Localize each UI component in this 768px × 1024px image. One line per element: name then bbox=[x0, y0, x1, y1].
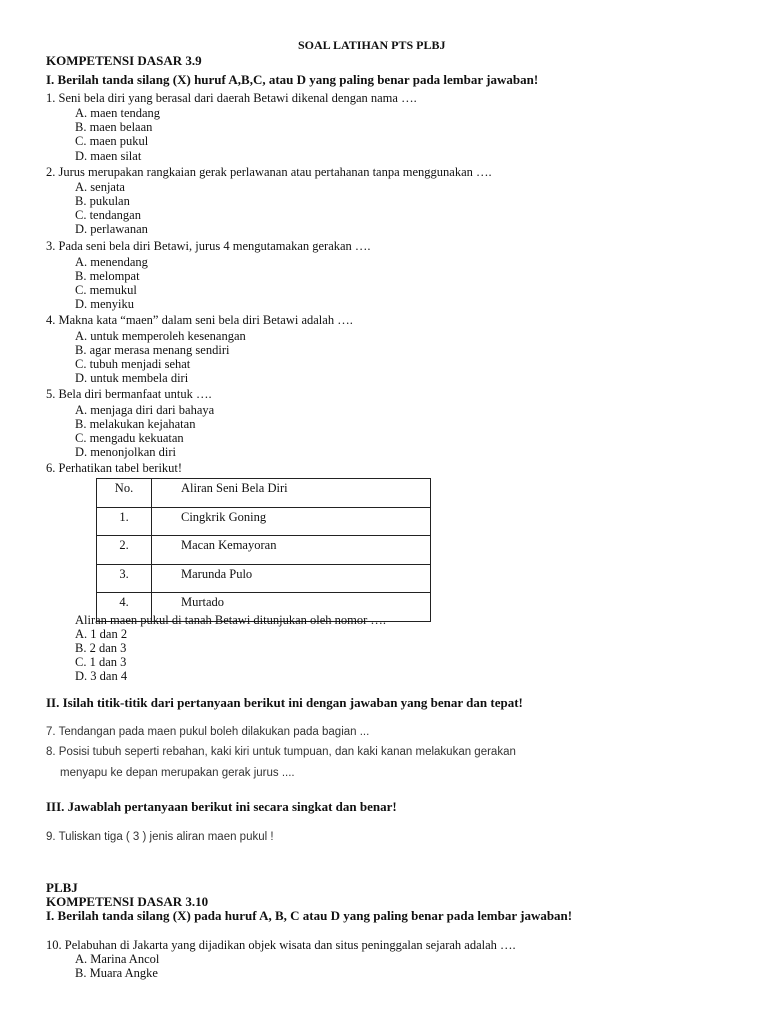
option-6d: D. 3 dan 4 bbox=[75, 669, 128, 683]
option-3c: C. memukul bbox=[75, 283, 137, 297]
option-4c: C. tubuh menjadi sehat bbox=[75, 357, 191, 371]
plbj-heading: PLBJ bbox=[46, 880, 78, 895]
table-header-row bbox=[97, 479, 431, 508]
kd-heading-3-9: KOMPETENSI DASAR 3.9 bbox=[46, 53, 202, 68]
option-5c: C. mengadu kekuatan bbox=[75, 431, 184, 445]
option-2b: B. pukulan bbox=[75, 194, 130, 208]
table-cell-no: 3. bbox=[97, 564, 152, 593]
option-1c: C. maen pukul bbox=[75, 134, 149, 148]
section-4-instruction: I. Berilah tanda silang (X) pada huruf A, B, C atau D yang paling benar pada lembar jawaban! bbox=[46, 908, 573, 923]
question-7: 7. Tendangan pada maen pukul boleh dilakukan pada bagian ... bbox=[46, 726, 370, 738]
question-6: 6. Perhatikan tabel berikut! bbox=[46, 461, 183, 475]
table-header-no: No. bbox=[97, 479, 152, 508]
question-8-line-1: 8. Posisi tubuh seperti rebahan, kaki kiri untuk tumpuan, dan kaki kanan melakukan gerakan bbox=[46, 746, 516, 758]
option-10b: B. Muara Angke bbox=[75, 966, 158, 980]
option-2d: D. perlawanan bbox=[75, 222, 148, 236]
option-5a: A. menjaga diri dari bahaya bbox=[75, 403, 215, 417]
option-2a: A. senjata bbox=[75, 180, 125, 194]
option-5d: D. menonjolkan diri bbox=[75, 445, 177, 459]
question-10: 10. Pelabuhan di Jakarta yang dijadikan objek wisata dan situs peninggalan sejarah adalah …. bbox=[46, 938, 516, 952]
option-4a: A. untuk memperoleh kesenangan bbox=[75, 329, 246, 343]
option-1b: B. maen belaan bbox=[75, 120, 153, 134]
section-1-instruction: I. Berilah tanda silang (X) huruf A,B,C, atau D yang paling benar pada lembar jawaban! bbox=[46, 72, 539, 87]
table-cell-aliran: Marunda Pulo bbox=[152, 564, 431, 593]
question-3: 3. Pada seni bela diri Betawi, jurus 4 mengutamakan gerakan …. bbox=[46, 239, 371, 253]
option-4d: D. untuk membela diri bbox=[75, 371, 189, 385]
option-5b: B. melakukan kejahatan bbox=[75, 417, 196, 431]
option-6a: A. 1 dan 2 bbox=[75, 627, 128, 641]
question-5: 5. Bela diri bermanfaat untuk …. bbox=[46, 387, 212, 401]
table-cell-aliran: Murtado bbox=[152, 593, 431, 622]
table-row bbox=[97, 507, 431, 536]
table-cell-no: 1. bbox=[97, 507, 152, 536]
section-3-instruction: III. Jawablah pertanyaan berikut ini secara singkat dan benar! bbox=[46, 799, 397, 814]
option-1a: A. maen tendang bbox=[75, 106, 161, 120]
option-3b: B. melompat bbox=[75, 269, 140, 283]
table-row bbox=[97, 564, 431, 593]
table-cell-aliran: Macan Kemayoran bbox=[152, 536, 431, 565]
question-6-stem: Aliran maen pukul di tanah Betawi ditunjukan oleh nomor …. bbox=[75, 613, 387, 627]
option-3d: D. menyiku bbox=[75, 297, 135, 311]
option-1d: D. maen silat bbox=[75, 149, 142, 163]
question-4: 4. Makna kata “maen” dalam seni bela diri Betawi adalah …. bbox=[46, 313, 353, 327]
option-6c: C. 1 dan 3 bbox=[75, 655, 127, 669]
option-10a: A. Marina Ancol bbox=[75, 952, 160, 966]
section-2-instruction: II. Isilah titik-titik dari pertanyaan berikut ini dengan jawaban yang benar dan tepat! bbox=[46, 695, 523, 710]
question-2: 2. Jurus merupakan rangkaian gerak perlawanan atau pertahanan tanpa menggunakan …. bbox=[46, 165, 492, 179]
option-2c: C. tendangan bbox=[75, 208, 141, 222]
option-3a: A. menendang bbox=[75, 255, 148, 269]
option-4b: B. agar merasa menang sendiri bbox=[75, 343, 230, 357]
table-cell-no: 4. bbox=[97, 593, 152, 622]
kd-heading-3-10: KOMPETENSI DASAR 3.10 bbox=[46, 894, 209, 909]
table-header-aliran: Aliran Seni Bela Diri bbox=[152, 479, 431, 508]
question-9: 9. Tuliskan tiga ( 3 ) jenis aliran maen pukul ! bbox=[46, 831, 274, 843]
document-title: SOAL LATIHAN PTS PLBJ bbox=[298, 38, 446, 52]
question-1: 1. Seni bela diri yang berasal dari daerah Betawi dikenal dengan nama …. bbox=[46, 91, 417, 105]
aliran-table bbox=[96, 478, 431, 622]
question-8-line-2: menyapu ke depan merupakan gerak jurus .... bbox=[60, 767, 295, 779]
option-6b: B. 2 dan 3 bbox=[75, 641, 127, 655]
table-cell-aliran: Cingkrik Goning bbox=[152, 507, 431, 536]
table-row bbox=[97, 536, 431, 565]
table-cell-no: 2. bbox=[97, 536, 152, 565]
